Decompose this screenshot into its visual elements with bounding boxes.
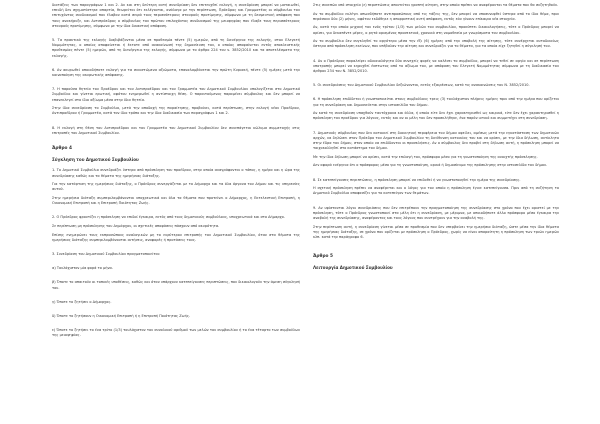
- paragraph: 5. Τα πρακτικά της εκλογής διαβιβάζονται μέσα σε προθεσμία πέντε (5) ημερών, από τη διενέργεια της εκλογής, στον Ελεγκτή Νομιμότητας, ο οποίος αποφαίνεται ή έκτοτε από ανακοίνωσή της δημοσίευση του, ο οποίος αποφαίνεται εντός αποκλειστικής προθεσμίας πέντε (5) ημερών, από τη διενέργεια της εκλογής, σύμφωνα με το άρθρο 224 του ν. 3852/2010 και τα αποτελέσματα της εκλογής.: [52, 38, 300, 58]
- paragraph: Δεν αφορά ενέργεια ότι ο πρόσφορος μέσο για τη γνωστοποίηση, ορικά ή δημοσίευμα της πρόσκλησης στην ιστοσελίδα του δήμου.: [313, 163, 548, 168]
- list-item: β) Όποτε το απαιτούν οι τοπικές υποθέσεις, καθώς και όταν υπάρχουν κατεπείγουσες περιπτώσεις, που δικαιολογούν την άμεση σύγκλησή του.: [52, 280, 300, 290]
- paragraph: 7. Δημοτικός σύμβουλος που δεν κατοικεί στη διοικητική περιφέρεια του δήμου οφείλει, αμέσως μετά την εγκατάσταση των δημοτικών αρχών, να δηλώσει στον Πρόεδρο του Δημοτικού Συμβουλίου τη διεύθυνση κατοικίας του και να ορίσει, με την ίδια δήλωση, αντίκλητο στην έδρα του δήμου, στον οποίο να επιδίδονται οι προσκλήσεις. Αν ο σύμβουλος δεν προβεί στη δήλωση αυτή, η πρόσκληση μπορεί να τοιχοκολληθεί στο κατάστημα του δήμου.: [313, 130, 559, 151]
- paragraph: Αν κατά τη συνεδρίαση υπαχθούν ταυτόχρονα και άλλα, ή οποίο είτε δεν έχει χαρακτηρισθεί ως καιρικά, είτε δεν έχει χαρακτηρισθεί η πρόσκληση του προέδρου για λόγους, εκτός και αν οι μέλη του δεν προσκλήθηκε, ένα παρόν ιντικό και συμμετέχει στη συνεδρίαση.: [313, 111, 559, 121]
- article-4-heading: Άρθρο 4: [52, 146, 72, 152]
- paragraph: Για την κατάρτιση της ημερήσιας διάταξης, ο Πρόεδρος συνεργάζεται με το Δήμαρχο και τα όλα όργανα του Δήμου και τις υπηρεσίες αυτού.: [52, 182, 300, 192]
- paragraph: Η σχετική πρόσκληση πρέπει να αναφέρεται και ο λόγος για τον οποίο η πρόσκληση έγινε κατεπείγουσα. Πριν από τη συζήτηση το Δημοτικό Συμβούλιο αποφασίζει για το κατεπείγον των θεμάτων.: [313, 186, 559, 196]
- article-5-title: Λειτουργία Δημοτικού Συμβουλίου: [313, 265, 393, 271]
- paragraph: 3. Συνεδρίαση του Δημοτικού Συμβουλίου πραγματοποιείται:: [52, 252, 161, 257]
- paragraph: Αν το συμβούλιο δεν συγκληθεί το αργότερο μέσα την έξι (6) ημέρες από την υποβολή της αίτησης, τότε συνέρχεται αυτοδικαίως ύστερα από πρόσκληση εκείνων, που υπέβαλαν την αίτηση και συνεδριάζει για το θέματα, για τα οποία είχε ζητηθεί η σύγκλησή του.: [313, 39, 559, 49]
- paragraph: 7. Η παρούσα θητεία του Προέδρου και του Αντιπροέδρου και του Γραμματέα του Δημοτικού Συμβουλίου υπολογίζεται στο Δημοτικό Συμβούλιο και γίνεται ερωτική, αφότου ενημερωθεί η αντίστοιχη θέση. Ο παραιτούμενος παραμένει σύμβουλος και δεν μπορεί να επανεκλεγεί στο ίδιο αξίωμα μέσα στην ίδια θητεία.: [52, 87, 300, 102]
- paragraph: 9. Αν υφίστανται λόγοι συνεδριάσεις που δεν επιτρέπουν την πραγματοποίηση της συνεδρίασης στο χρόνο που έχει οριστεί με την πρόσκληση, τότε ο Πρόεδρος γνωστοποιεί στα μέλη ότι η συνεδρίαση, με μέριμνα, με οποιοδήποτε άλλο πρόσφορο μέσο έγκαιρα την αναβολή της συνεδρίασης, αναφέροντας και τους λόγους που συντρέχουν για την αναβολή της.: [313, 205, 559, 221]
- paragraph: Στην ίδια συνεδρίαση το Συμβούλιο, μετά την αποδοχή της παραίτησης, προβαίνει, κατά περίπτωση, στην εκλογή νέου Προέδρου, Αντιπροέδρου ή Γραμματέα, κατά τον ίδιο τρόπο και την ίδια διαδικασία των παραγράφων 1 και 2.: [52, 106, 300, 116]
- paragraph: Σε περίπτωση μη πρόσκλησης του Δημάρχου, οι σχετικές αποφάσεις πάσχουν από ακυρότητα.: [52, 224, 220, 229]
- left-column: [52, 3, 300, 342]
- paragraph: 1. Το Δημοτικό Συμβούλιο συνεδριάζει ύστερα από πρόσκληση του προέδρου, στην οποία αναγράφονται ο τόπος, η ημέρα και η ώρα της συνεδρίασης καθώς και τα θέματα της ημερήσιας διάταξης.: [52, 168, 300, 178]
- paragraph: διατάξεις των παραγράφων 1 και 2. Αν και στη δεύτερη αυτή συνεδρίαση δεν επιτευχθεί εκλογή, η συνεδρίαση μπορεί να ματαιωθεί, επειδή δεν σχηματίστηκε απαρτία, θεωρείται ότι εκλέγονται, ανάλογα με την περίπτωση, Πρόεδρος και Γραμματέας οι σύμβουλοι του επιτυχόντος συνδυασμού που έλαβαν κατά σειρά τους περισσότερους σταυρούς προτίμησης, σύμφωνα με τη δεσμευτική απόφαση που τους ανακήρυξε, και Αντιπρόεδρος ο σύμβουλος του πρώτου επιλαχόντος συνδυασμού της μειοψηφίας που έλαβε τους περισσότερους σταυρούς προτίμησης, σύμφωνα με την ίδια δικαστική απόφαση.: [52, 3, 300, 28]
- paragraph: 8. Σε κατεπείγουσες περιπτώσεις, η πρόσκληση μπορεί να επιδοθεί ή να γνωστοποιηθεί την ημέρα της συνεδρίασης.: [313, 177, 521, 182]
- article-4-title: Σύγκληση του Δημοτικού Συμβουλίου: [52, 157, 139, 163]
- list-item: γ) Όποτε το ζητήσει ο Δήμαρχος.: [52, 299, 112, 304]
- paragraph: 4. Αν ο Πρόεδρος παραλείψει αδικαιολόγητα δύο συνεχείς φορές να καλέσει το συμβούλιο, μπορεί να τεθεί σε αργία και σε περίπτωση υποτροπής μπορεί να κηρυχθεί έκπτωτος από το αξίωμα του, με απόφαση του Ελεγκτή Νομιμότητας σύμφωνα με τη διαδικασία του άρθρου 234 του Ν. 3852/2010.: [313, 58, 559, 73]
- paragraph: 8. Η εκλογή στη θέση του Αντιπροέδρου και του Γραμματέα του Δημοτικού Συμβουλίου δεν συνεπάγεται κώλυμα συμμετοχής στις επιτροπές του Δημοτικού Συμβουλίου.: [52, 125, 300, 135]
- paragraph: 2. Ο Πρόεδρος φροντίζει η πρόσκληση να επιδοί έγκαιρα, εκτός από τους δημοτικούς συμβούλους, υποχρεωτικά και στο Δήμαρχο.: [52, 215, 285, 220]
- paragraph: Με την ίδια δήλωση μπορεί να ορίσει, κατά την επιλογή του, πρόσφορο μέσο για τη γνωστοποίηση της ανοιχτής πρόσκλησης.: [313, 154, 538, 159]
- paragraph: Στην ημερήσια διάταξη συμπεριλαμβάνονται υποχρεωτικά και όλα τα θέματα που προτείνει ο Δήμαρχος, η Εκτελεστική Επιτροπή, η Οικονομική Επιτροπή και η Επιτροπή Ποιότητας Ζωής.: [52, 196, 300, 206]
- paragraph: 6. Η πρόσκληση επιδίδεται ή γνωστοποιείται στους συμβούλους τρεις (3) τουλάχιστον πλήρεις ημέρες πριν από την ημέρα που ορίζεται για τη συνεδρίαση και δημοσιεύεται στην ιστοσελίδα του δήμου.: [313, 97, 559, 107]
- article-5-heading: Άρθρο 5: [313, 254, 333, 260]
- paragraph: Στην περίπτωση αυτή, η συνεδρίαση γίνεται μέσα σε προθεσμία που δεν υπερβαίνει την ημερήσια διάταξη, ώστε μέσα την ίδια θέματα της ημερήσιας διάταξης, σε χρόνο που ορίζεται με πρόσκληση ο Πρόεδρος, χωρίς να είναι απαραίτητη η πρόσκληση των τριών ημερών κλπ. κατά την παράγραφο 6.: [313, 224, 559, 240]
- paragraph: Στις συνεπών υπό στοιχεία (ε) περιπτώσεις απαιτείται γραπτή αίτηση, στην οποία πρέπει να αναφέρονται τα θέματα που θα συζητηθούν.: [313, 3, 559, 7]
- paragraph: Αν, κατά την οποία μηχανή του ενός τρίτου (1/3) των μελών του συμβουλίου, προκύπτει δικαιολογήσεις, τότε ο Πρόεδρος μπορεί να ορίσει, για δεκαπέντε μέρες, ο ρητά ορισμένος προσεκτικά, χρονικά στη νομοθεσία με γνωρίσματα του συμβουλίου.: [313, 25, 559, 35]
- right-column: [313, 3, 559, 277]
- paragraph: 6. Αν ακυρωθεί οποιαδήποτε εκλογή για τα συνιστώμενα αξιώματα, επαναλαμβάνεται την πρώτη Κυριακή, πέντε (5) ημέρες μετά την κοινοποίηση της ακυρωτικής απόφασης.: [52, 67, 300, 78]
- paragraph: Αν το συμβούλιο εκλέγει οπωσδήποτε αντιπροσώπους από τις τάξεις της, δεν μπορεί να υποσυνυφθεί ύστερα από το ίδιο θέμα, πριν περάσουν δύο (2) μήνες, αφότου εκδόθηκε η απορριπτική αυτή απόφαση, εκτός εάν γίνουν επίκαιρα νέα στοιχεία.: [313, 11, 559, 21]
- list-item: ε) Όποτε το ζητήσει το ένα τρίτο (1/3) τουλάχιστον του συνολικού αριθμού των μελών του συμβουλίου ή το ένα τέταρτο των συμβούλων της μειοψηφίας.: [52, 328, 300, 338]
- paragraph: 5. Οι συνεδριάσεις του Δημοτικού Συμβουλίου δεξιώνονται, εκτός εξαιρέσεων, κατά τις ανακοινώσεις του Ν. 3852/2010.: [313, 83, 530, 88]
- list-item: δ) Όποτε το ζητήσουν η Οικονομική Επιτροπή ή η Επιτροπή Ποιότητας Ζωής.: [52, 314, 191, 319]
- list-item: α) Τουλάχιστον μία φορά το μήνα.: [52, 266, 113, 271]
- paragraph: Επίσης ενημερώνει τους εκπροσώπους αναλογικών μη το ευρύτερου επιτροπής του Δημοτικού Συμβουλίου, όταν στα θέματα της ημερήσιας διάταξης συμπεριλαμβάνονται αιτήσεις, αναφορές ή προτάσεις τους.: [52, 232, 300, 242]
